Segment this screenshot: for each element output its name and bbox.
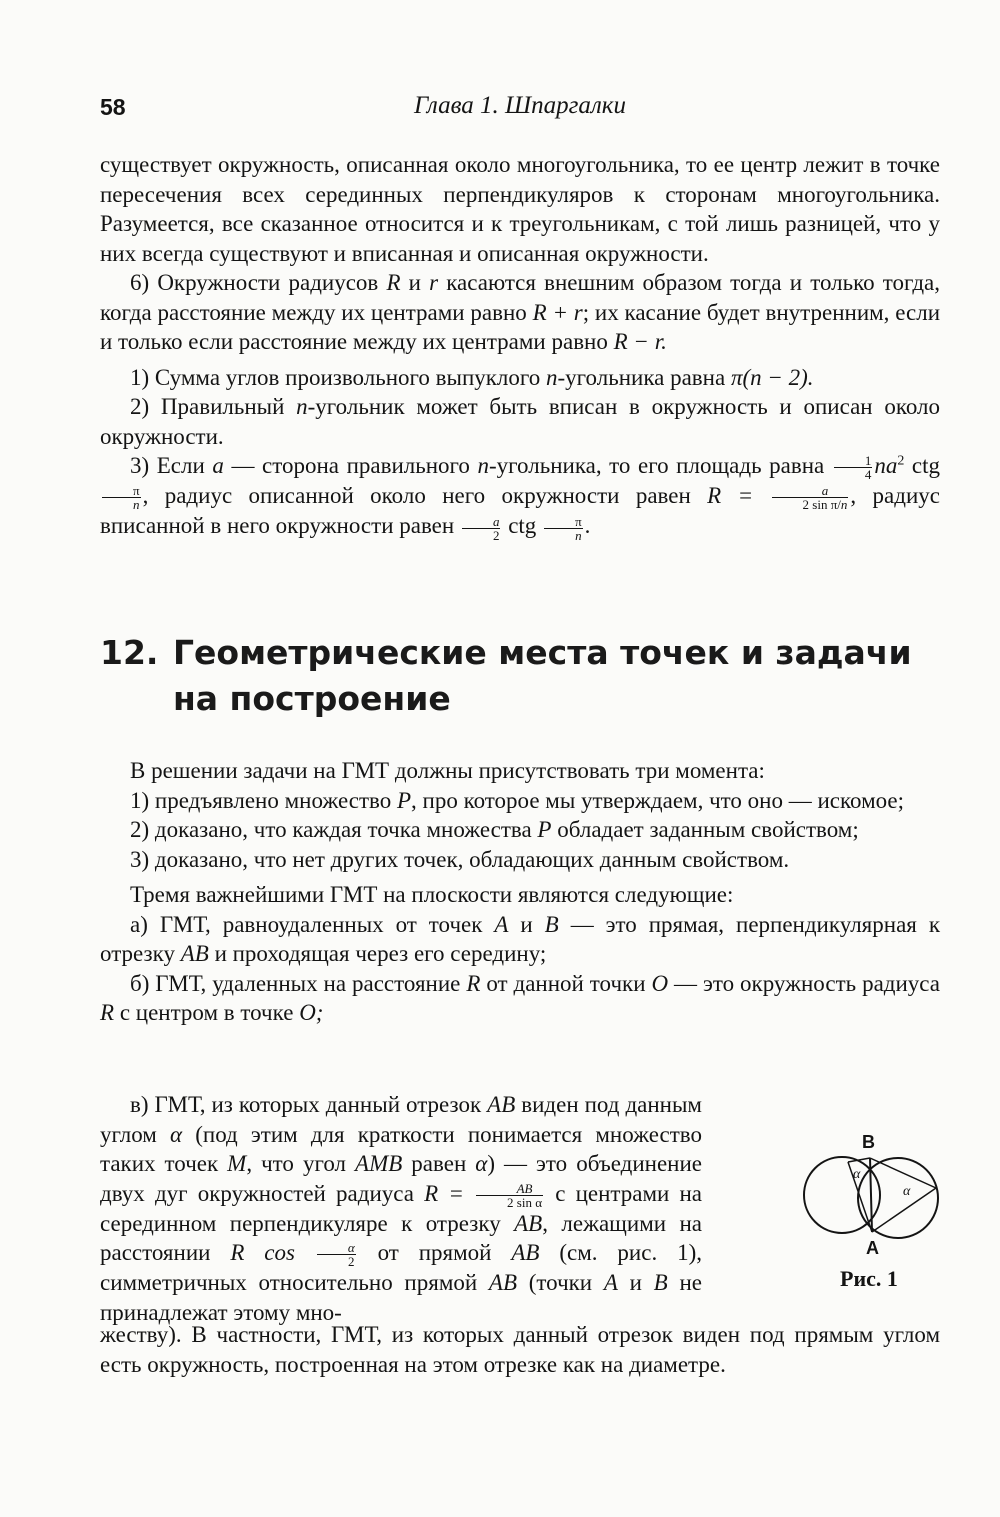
paragraph: 3) Если a — сторона правильного n-угольника, то его площадь равна $\frac{1}{4}$ $na^2$ ctg $\frac{\pi}{n}$ , радиус описанной около него окружности равен R = $\frac{a}{\text{2 sin π/n}}$ , радиус вписанной в него окружности равен $\frac{a}{2}$ ctg $\frac{\pi}{n}$ . — [100, 453, 941, 543]
paragraph: 6) Окружности радиусов R и r касаются внешним образом тогда и только тогда, когда расстояние между их центрами равно R + r; их касание будет внутренним, если и только если расстояние между их центрами равно R − r. — [100, 270, 941, 354]
paragraph: в) ГМТ, из которых данный отрезок AB виден под данным углом α (под этим для краткости понимается множество таких точек M, что угол AMB равен α) — это объединение двух дуг окружностей радиуса R = $\frac{AB}{\text{2 sin α}}$ с центрами на серединном перпендикуляре к отрезку AB, лежащими на расстоянии R cos $\frac{\alpha}{2}$ от прямой AB (см. рис. 1), симметричных относительно прямой AB (точки A и B не принадлежат этому мно- — [100, 1092, 702, 1325]
paragraph: В решении задачи на ГМТ должны присутствовать три момента: — [130, 758, 765, 783]
paragraph: 3) доказано, что нет других точек, обладающих данным свойством. — [130, 846, 790, 872]
section-body-block — [100, 756, 940, 1028]
narrow-text-block — [100, 1090, 702, 1327]
section-number: 12. — [100, 633, 159, 672]
page-header — [100, 90, 940, 130]
fraction: $\frac{\alpha}{2}$ — [317, 1241, 356, 1268]
paragraph: 1) Сумма углов произвольного выпуклого n-угольника равна π(n − 2). — [130, 364, 814, 390]
paragraph: Тремя важнейшими ГМТ на плоскости являются следующие: — [130, 882, 734, 907]
label-A: A — [866, 1238, 879, 1258]
fraction: $\frac{a}{2}$ — [462, 515, 501, 542]
paragraph: б) ГМТ, удаленных на расстояние R от данной точки O — это окружность радиуса R с центром в точке O; — [100, 970, 940, 1025]
paragraph: 2) Правильный n-угольник может быть вписан в окружность и описан около окружности. — [100, 394, 940, 449]
fraction: $\frac{AB}{\text{2 sin α}}$ — [476, 1182, 543, 1209]
paragraph: 1) предъявлено множество P, про которое мы утверждаем, что оно — искомое; — [130, 787, 904, 813]
closing-text-block — [100, 1320, 940, 1379]
fraction: $\frac{a}{\text{2 sin π/n}}$ — [772, 484, 849, 511]
top-text-block — [100, 150, 940, 542]
label-B: B — [862, 1132, 875, 1152]
paragraph: а) ГМТ, равноудаленных от точек A и B — это прямая, перпендикулярная к отрезку AB и проходящая через его середину; — [100, 911, 940, 966]
fraction: $\frac{1}{4}$ — [834, 454, 873, 481]
section-title: Геометрические места точек и задачи на построение — [173, 633, 912, 718]
section-heading — [100, 630, 940, 722]
page-number: 58 — [100, 94, 126, 120]
running-head: Глава 1. Шпаргалки — [414, 92, 626, 119]
angle-alpha-right: α — [903, 1184, 911, 1199]
figure-caption: Рис. 1 — [840, 1266, 898, 1291]
fraction: $\frac{\pi}{n}$ — [102, 484, 141, 511]
paragraph: существует окружность, описанная около многоугольника, то ее центр лежит в точке пересечения всех серединных перпендикуляров к сторонам многоугольника. Разумеется, все сказанное относится и к треугольникам, с той лишь разницей, что у них всегда существуют и вписанная и описанная окружности. — [100, 152, 940, 266]
angle-alpha-left: α — [853, 1167, 861, 1182]
paragraph: жеству). В частности, ГМТ, из которых данный отрезок виден под прямым углом есть окружность, построенная на этом отрезке как на диаметре. — [100, 1322, 940, 1377]
paragraph: 2) доказано, что каждая точка множества P обладает заданным свойством; — [130, 817, 859, 842]
fraction: $\frac{\pi}{n}$ — [544, 515, 583, 542]
